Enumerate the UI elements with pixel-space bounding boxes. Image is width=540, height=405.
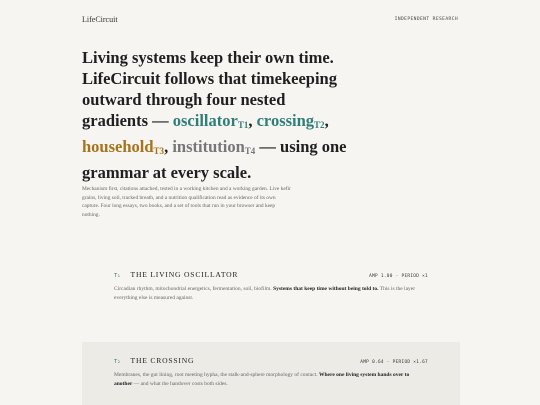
hero-sep: , [324,111,329,130]
hero-crossing-link[interactable] [257,111,325,130]
layer-desc-text: Membranes, the gut lining, root meeting hypha, the stalk-and-sphere morphology of contact. [114,372,319,378]
layer-meta: AMP 1.00 · PERIOD ×1 [369,274,428,279]
layer-mark: T₂ [114,359,121,365]
hero-sep: , [248,111,257,130]
layer-title: THE CROSSING [130,356,195,365]
layer-desc-emphasis: Where one living system hands over to another [114,372,410,387]
layer-header [114,356,428,365]
layer-card-crossing[interactable] [82,342,460,405]
layer-header [114,270,428,279]
hero-household-label: household [82,137,154,156]
hero-t4-sub: T4 [244,146,256,156]
header-tag: INDEPENDENT RESEARCH [394,17,458,22]
hero-outro-text: — using one grammar at every scale. [82,137,347,182]
hero-t2-sub: T2 [314,120,325,130]
layer-title: THE LIVING OSCILLATOR [130,270,239,279]
hero-oscillator-label: oscillator [172,111,238,130]
layer-desc-tail: This is the layer everything else is measured against. [114,286,416,301]
hero-t1-sub: T1 [237,120,249,130]
layer-title-group [114,356,194,365]
hero-sep: , [164,137,173,156]
layer-meta: AMP 0.64 · PERIOD ×1.67 [360,360,428,365]
hero-intro-text: Living systems keep their own time. LifeCircuit follows that timekeeping outward through four nested gradients — [82,48,337,130]
brand-logo[interactable]: LifeCircuit [82,15,118,24]
hero-household-link[interactable] [82,137,164,156]
layer-desc-tail: — and what the handover costs both sides. [132,381,228,387]
hero-oscillator-link[interactable] [173,111,249,130]
intro-paragraph: Mechanism first, citations attached, tested in a working kitchen and a working garden. Live kefir grains, living soil, tracked breath, and a nutrition qualification read as evidence of its own capture. Four long essays, two books, and a set of tools that run in your browser and keep nothing. [82,186,291,218]
layer-desc-emphasis: Systems that keep time without being told to. [273,286,379,292]
layer-title-group [114,270,238,279]
layer-desc-text: Circadian rhythm, mitochondrial energetics, fermentation, soil, biofilm. [114,286,274,292]
hero-t3-sub: T3 [153,146,165,156]
hero-institution-link[interactable] [172,137,255,156]
layer-mark: T₁ [114,273,121,279]
hero-heading [82,47,352,183]
hero-institution-label: institution [172,137,245,156]
layer-description [114,285,428,303]
layer-description [114,371,428,389]
layer-card-oscillator[interactable] [82,258,460,318]
hero-crossing-label: crossing [256,111,315,130]
top-bar [82,15,458,24]
